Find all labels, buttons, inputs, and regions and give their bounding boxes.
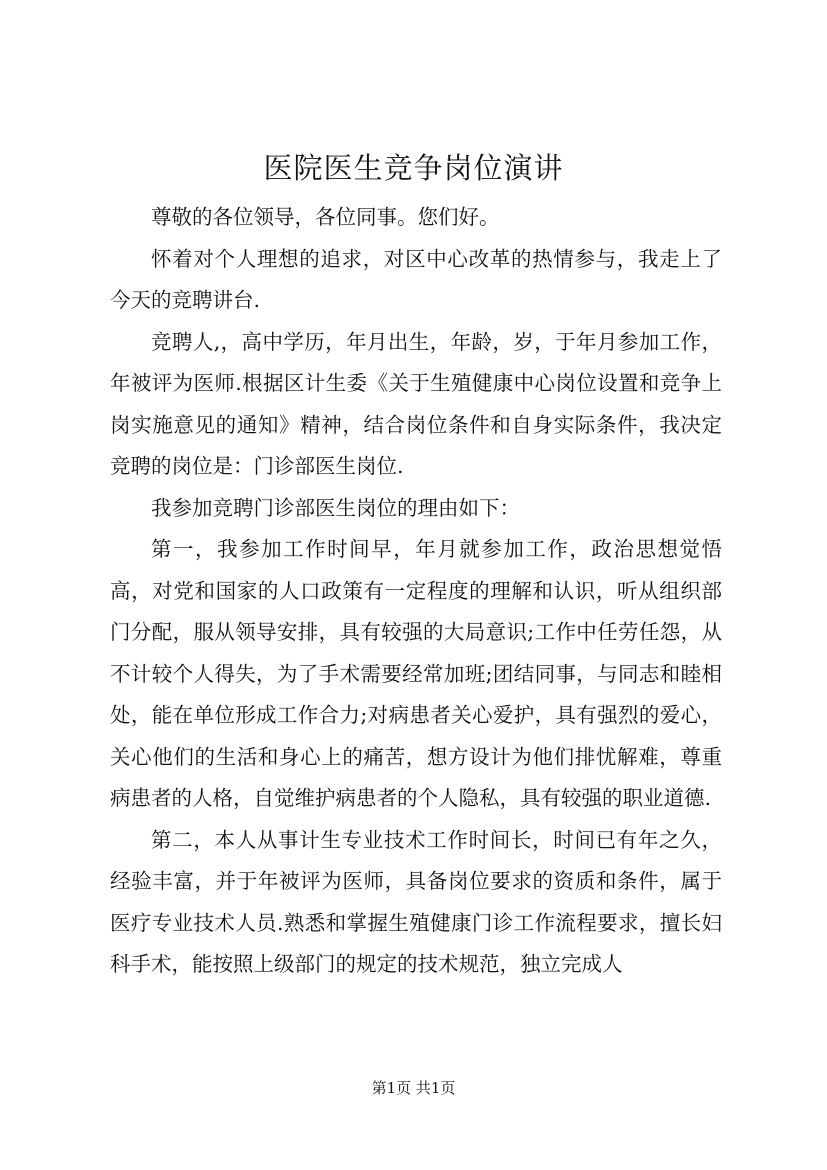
document-body bbox=[110, 197, 722, 986]
paragraph-greeting: 尊敬的各位领导，各位同事。您们好。 bbox=[151, 205, 500, 229]
page-footer: 第1页 共1页 bbox=[371, 1079, 456, 1097]
paragraph-reason-one: 第一，我参加工作时间早，年月就参加工作，政治思想觉悟高，对党和国家的人口政策有一定程度的理解和认识，听从组织部门分配，服从领导安排，具有较强的大局意识;工作中任劳任怨，从不计较个人得失，为了手术需要经常加班;团结同事，与同志和睦相处，能在单位形成工作合力;对病患者关心爱护，具有强烈的爱心，关心他们的生活和身心上的痛苦，想方设计为他们排忧解难，尊重病患者的人格，自觉维护病患者的个人隐私，具有较强的职业道德. bbox=[110, 537, 722, 810]
paragraph-background: 竞聘人,，高中学历，年月出生，年龄，岁，于年月参加工作，年被评为医师.根据区计生委《关于生殖健康中心岗位设置和竞争上岗实施意见的通知》精神，结合岗位条件和自身实际条件，我决定竞聘的岗位是：门诊部医生岗位. bbox=[110, 329, 722, 478]
paragraph-reason-two: 第二，本人从事计生专业技术工作时间长，时间已有年之久，经验丰富，并于年被评为医师，具备岗位要求的资质和条件，属于医疗专业技术人员.熟悉和掌握生殖健康门诊工作流程要求，擅长妇科手术，能按照上级部门的规定的技术规范，独立完成人 bbox=[110, 827, 722, 976]
document-title: 医院医生竞争岗位演讲 bbox=[263, 151, 564, 185]
paragraph-reasons-heading: 我参加竞聘门诊部医生岗位的理由如下： bbox=[151, 495, 520, 520]
paragraph-intro: 怀着对个人理想的追求，对区中心改革的热情参与，我走上了今天的竞聘讲台. bbox=[110, 246, 722, 312]
